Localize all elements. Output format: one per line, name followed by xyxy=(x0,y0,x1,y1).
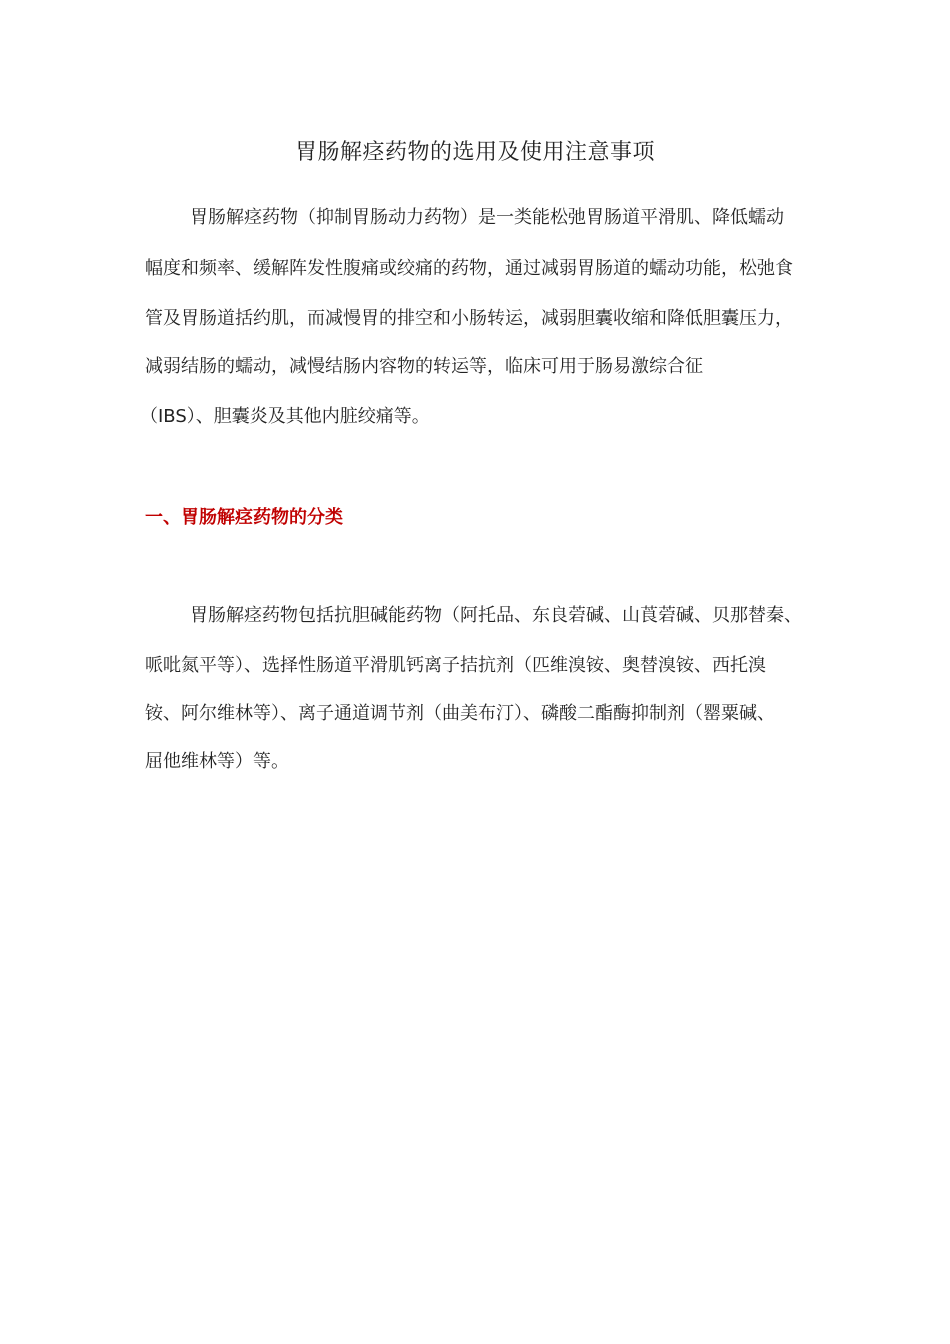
classification-line: 哌吡氮平等）、选择性肠道平滑肌钙离子拮抗剂（匹维溴铵、奥替溴铵、西托溴 xyxy=(145,655,766,676)
intro-line: 减弱结肠的蠕动，减慢结肠内容物的转运等，临床可用于肠易激综合征 xyxy=(145,356,703,377)
document-title: 胃肠解痉药物的选用及使用注意事项 xyxy=(294,140,655,165)
intro-line: （IBS）、胆囊炎及其他内脏绞痛等。 xyxy=(140,406,430,427)
intro-line: 管及胃肠道括约肌，而减慢胃的排空和小肠转运，减弱胆囊收缩和降低胆囊压力， xyxy=(145,308,793,329)
intro-line: 幅度和频率、缓解阵发性腹痛或绞痛的药物，通过减弱胃肠道的蠕动功能，松弛食 xyxy=(145,258,793,279)
intro-line: 胃肠解痉药物（抑制胃肠动力药物）是一类能松弛胃肠道平滑肌、降低蠕动 xyxy=(190,207,784,228)
classification-line: 铵、阿尔维林等）、离子通道调节剂（曲美布汀）、磷酸二酯酶抑制剂（罂粟碱、 xyxy=(145,703,775,724)
classification-line: 胃肠解痉药物包括抗胆碱能药物（阿托品、东良菪碱、山莨菪碱、贝那替秦、 xyxy=(190,605,802,626)
classification-line: 屈他维林等）等。 xyxy=(145,751,289,772)
section-heading: 一、胃肠解痉药物的分类 xyxy=(145,507,343,528)
